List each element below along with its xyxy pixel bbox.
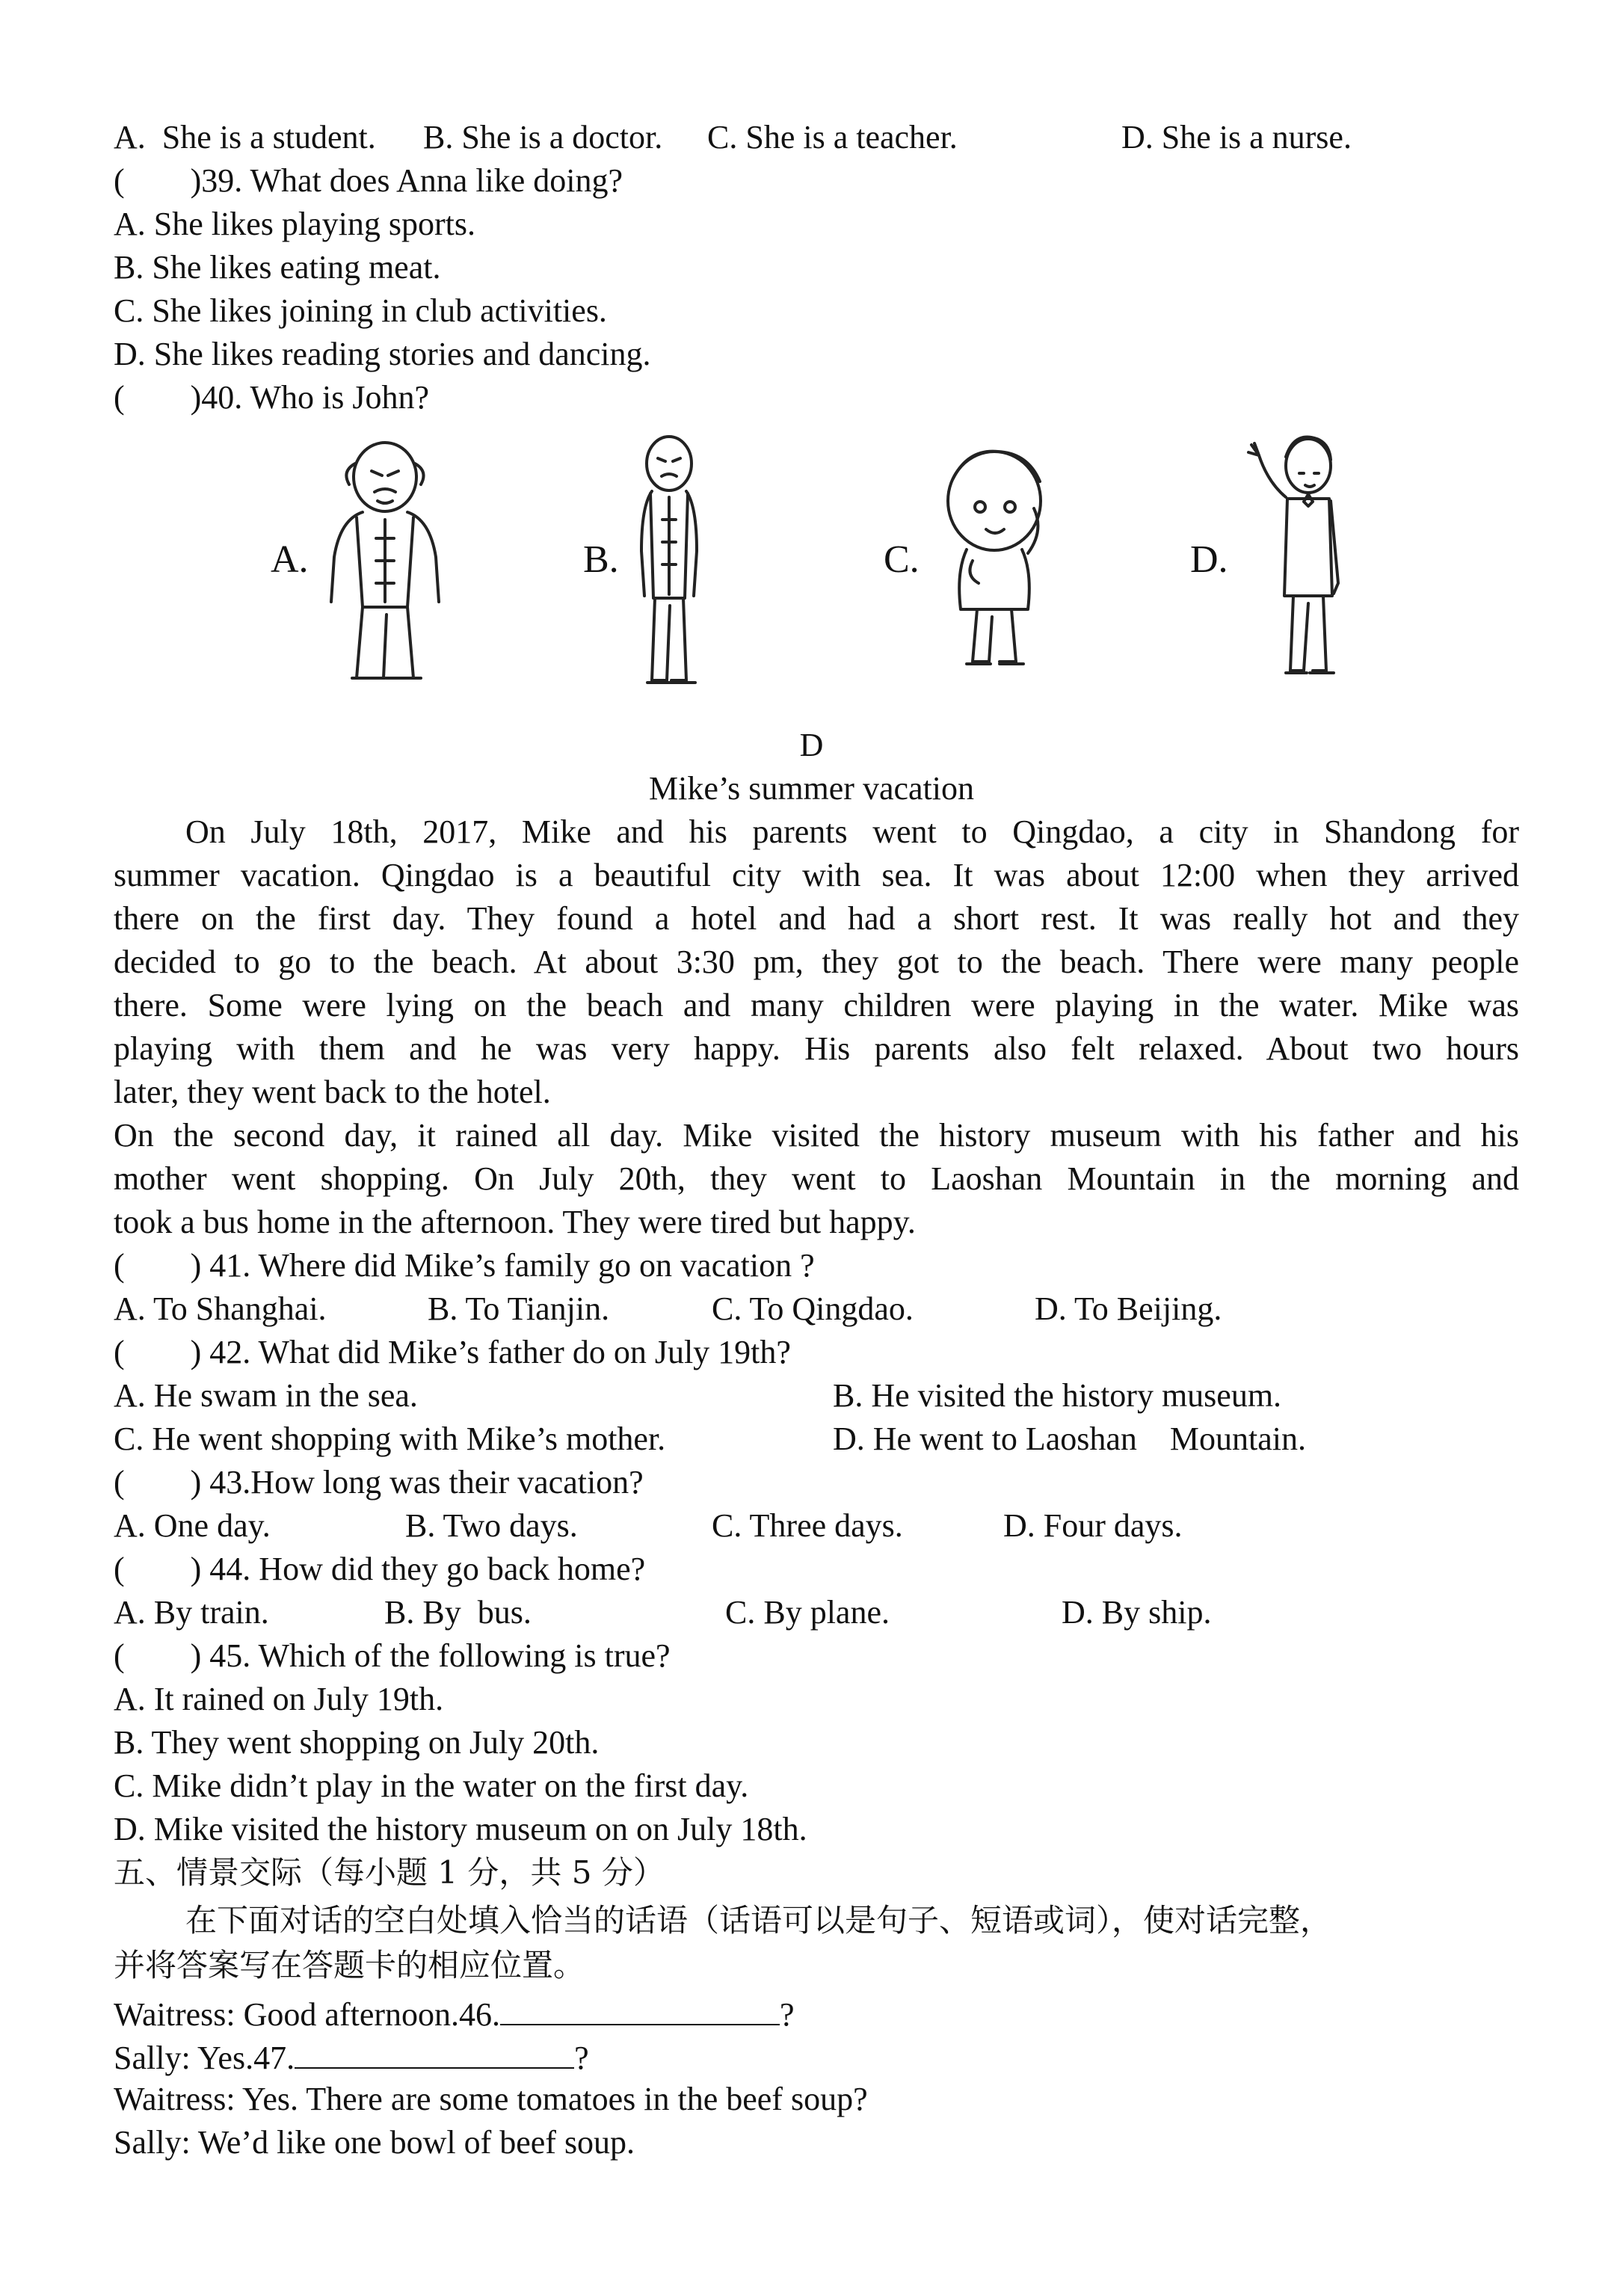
q43-option-d: D. Four days.: [1003, 1507, 1183, 1544]
q41-stem: ( ) 41. Where did Mike’s family go on vacation ?: [114, 1247, 815, 1284]
dialogue-46-suffix: ?: [780, 1996, 795, 2033]
figure-label-d: D.: [1190, 538, 1228, 581]
para1-line: summer vacation. Qingdao is a beautiful city with sea. It was about 12:00 when they arrived: [114, 857, 1519, 893]
section-letter: D: [799, 727, 824, 763]
q42-option-a: A. He swam in the sea.: [114, 1377, 418, 1414]
para2-line: mother went shopping. On July 20th, they went to Laoshan Mountain in the morning and: [114, 1160, 1519, 1197]
q45-option-d: D. Mike visited the history museum on on July 18th.: [114, 1811, 807, 1847]
q39-option-c: C. She likes joining in club activities.: [114, 292, 607, 329]
dialogue-line-sally: Sally: We’d like one bowl of beef soup.: [114, 2124, 635, 2161]
passage-paragraph-1: [114, 810, 1519, 1114]
q39-option-b: B. She likes eating meat.: [114, 249, 441, 286]
para1-line: there on the first day. They found a hotel and had a short rest. It was really hot and they: [114, 900, 1519, 937]
para1-line: decided to go to the beach. At about 3:30 pm, they got to the beach. There were many people: [114, 944, 1519, 980]
q44-options: [114, 1591, 1534, 1634]
q38-option-b: B. She is a doctor.: [423, 119, 663, 156]
q44-option-c: C. By plane.: [725, 1594, 890, 1631]
q42-option-d: D. He went to Laoshan Mountain.: [833, 1421, 1306, 1457]
q43-options: [114, 1504, 1534, 1548]
figure-label-b: B.: [583, 538, 619, 581]
section5-instruction-line1: 在下面对话的空白处填入恰当的话语（话语可以是句子、短语或词），使对话完整，: [185, 1902, 1332, 1939]
q45-stem: ( ) 45. Which of the following is true?: [114, 1637, 671, 1674]
section5-heading: 五、情景交际（每小题 1 分，共 5 分）: [114, 1854, 665, 1891]
para1-line: later, they went back to the hotel.: [114, 1074, 551, 1110]
q41-options: [114, 1287, 1534, 1331]
q39-stem: ( )39. What does Anna like doing?: [114, 162, 623, 199]
q42-stem: ( ) 42. What did Mike’s father do on July 19th?: [114, 1334, 791, 1370]
q40-stem: ( )40. Who is John?: [114, 379, 430, 416]
q43-option-c: C. Three days.: [712, 1507, 903, 1544]
answer-blank-47[interactable]: [295, 2034, 574, 2069]
q45-option-b: B. They went shopping on July 20th.: [114, 1724, 600, 1761]
young-man-waving-icon: [1234, 430, 1368, 688]
passage-paragraph-2: [114, 1114, 1519, 1244]
section5-instruction-line2: 并将答案写在答题卡的相应位置。: [114, 1947, 585, 1983]
q39-option-d: D. She likes reading stories and dancing.: [114, 336, 651, 372]
para2-line: On the second day, it rained all day. Mike visited the history museum with his father and his: [114, 1117, 1519, 1154]
q42-options-row2: [114, 1418, 1534, 1461]
little-boy-icon: [931, 441, 1058, 680]
q43-option-a: A. One day.: [114, 1507, 271, 1544]
passage-title: Mike’s summer vacation: [648, 770, 974, 807]
q42-option-c: C. He went shopping with Mike’s mother.: [114, 1421, 666, 1457]
q45-option-a: A. It rained on July 19th.: [114, 1681, 444, 1717]
para1-line: On July 18th, 2017, Mike and his parents went to Qingdao, a city in Shandong for: [185, 813, 1519, 850]
dialogue-line-46: [114, 1991, 795, 2037]
dialogue-line-47: [114, 2034, 589, 2080]
q41-option-d: D. To Beijing.: [1035, 1290, 1222, 1327]
dialogue-47-suffix: ?: [574, 2040, 589, 2076]
para1-line: playing with them and he was very happy. His parents also felt relaxed. About two hours: [114, 1030, 1519, 1067]
q38-option-a: A. She is a student.: [114, 119, 376, 156]
q41-option-c: C. To Qingdao.: [712, 1290, 914, 1327]
figure-label-c: C.: [884, 538, 920, 581]
q44-stem: ( ) 44. How did they go back home?: [114, 1551, 646, 1587]
q42-option-b: B. He visited the history museum.: [833, 1377, 1282, 1414]
q44-option-a: A. By train.: [114, 1594, 269, 1631]
para1-line: there. Some were lying on the beach and many children were playing in the water. Mike was: [114, 987, 1519, 1024]
q45-option-c: C. Mike didn’t play in the water on the first day.: [114, 1767, 749, 1804]
q42-options-row1: [114, 1374, 1534, 1418]
q44-option-b: B. By bus.: [384, 1594, 532, 1631]
q44-option-d: D. By ship.: [1062, 1594, 1212, 1631]
q41-option-a: A. To Shanghai.: [114, 1290, 327, 1327]
old-man-thin-icon: [620, 430, 718, 695]
q41-option-b: B. To Tianjin.: [428, 1290, 610, 1327]
figure-label-a: A.: [271, 538, 309, 581]
dialogue-46-prefix: Waitress: Good afternoon.46.: [114, 1996, 500, 2033]
dialogue-line-waitress: Waitress: Yes. There are some tomatoes in the beef soup?: [114, 2081, 868, 2117]
q43-option-b: B. Two days.: [405, 1507, 578, 1544]
q38-option-d: D. She is a nurse.: [1121, 119, 1352, 156]
q43-stem: ( ) 43.How long was their vacation?: [114, 1464, 644, 1501]
para2-line: took a bus home in the afternoon. They were tired but happy.: [114, 1204, 916, 1240]
q38-options: [114, 116, 1534, 159]
old-man-short-icon: [303, 434, 467, 688]
answer-blank-46[interactable]: [500, 1991, 780, 2025]
q38-option-c: C. She is a teacher.: [707, 119, 958, 156]
dialogue-47-prefix: Sally: Yes.47.: [114, 2040, 295, 2076]
q39-option-a: A. She likes playing sports.: [114, 206, 475, 242]
